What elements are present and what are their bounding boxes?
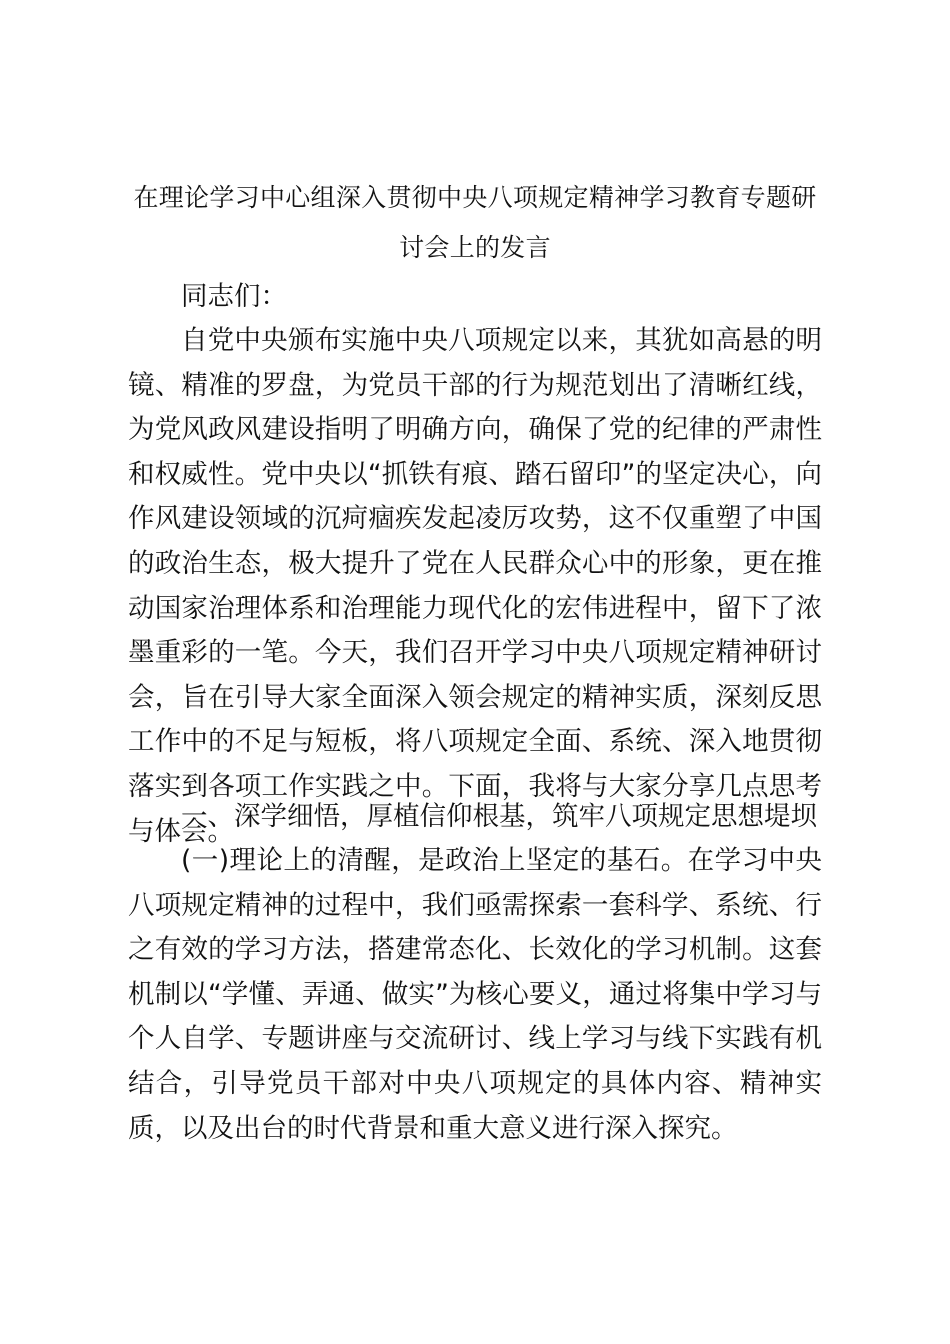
paragraph-intro: 自党中央颁布实施中央八项规定以来，其犹如高悬的明镜、精准的罗盘，为党员干部的行为规范划出了清晰红线，为党风政风建设指明了明确方向，确保了党的纪律的严肃性和权威性。党中央以“抓铁有痕、踏石留印”的坚定决心，向作风建设领域的沉疴痼疾发起凌厉攻势，这不仅重塑了中国的政治生态，极大提升了党在人民群众心中的形象，更在推动国家治理体系和治理能力现代化的宏伟进程中，留下了浓墨重彩的一笔。今天，我们召开学习中央八项规定精神研讨会，旨在引导大家全面深入领会规定的精神实质，深刻反思工作中的不足与短板，将八项规定全面、系统、深入地贯彻落实到各项工作实践之中。下面，我将与大家分享几点思考与体会。 [128, 325, 822, 847]
document-title-line-2: 讨会上的发言 [399, 233, 551, 262]
section-heading-1: 一、深学细悟，厚植信仰根基，筑牢八项规定思想堤坝 [181, 801, 817, 832]
greeting: 同志们： [181, 281, 287, 312]
paragraph-section-1-1: (一)理论上的清醒，是政治上坚定的基石。在学习中央八项规定精神的过程中，我们亟需探索一套科学、系统、行之有效的学习方法，搭建常态化、长效化的学习机制。这套机制以“学懂、弄通、做实”为核心要义，通过将集中学习与个人自学、专题讲座与交流研讨、线上学习与线下实践有机结合，引导党员干部对中央八项规定的具体内容、精神实质，以及出台的时代背景和重大意义进行深入探究。 [128, 845, 822, 1144]
document-title-line-1: 在理论学习中心组深入贯彻中央八项规定精神学习教育专题研 [133, 183, 817, 212]
document-page [128, 0, 822, 1344]
